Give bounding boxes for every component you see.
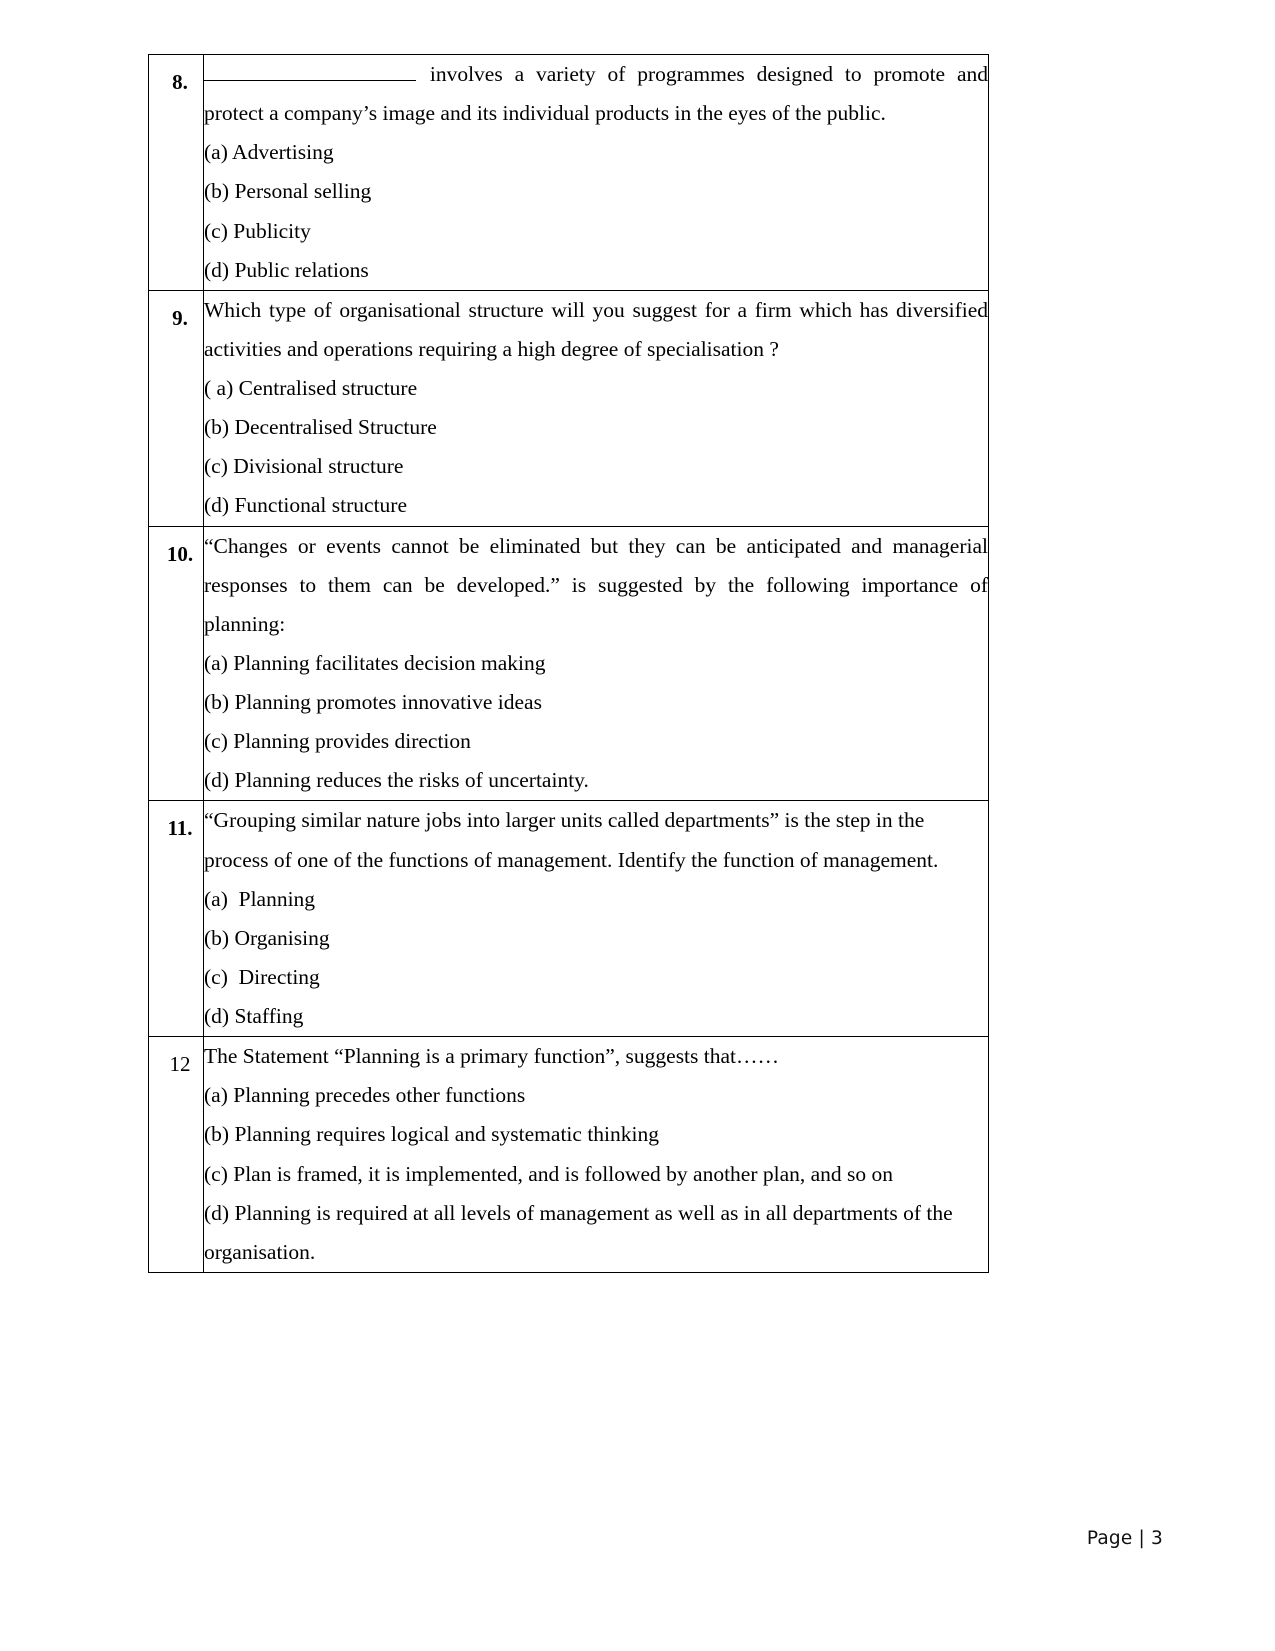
question-body-cell — [204, 801, 989, 1037]
list-item[interactable]: (b) Planning requires logical and systematic thinking — [204, 1122, 659, 1147]
table-row — [149, 290, 989, 526]
list-item[interactable]: (a) Planning precedes other functions — [204, 1083, 526, 1108]
list-item[interactable]: (d) Public relations — [204, 257, 369, 282]
list-item[interactable]: (d) Planning is required at all levels of management as well as in all departments of the organisation. — [204, 1200, 953, 1264]
question-number: 9. — [172, 305, 188, 330]
option-list — [204, 880, 988, 1037]
list-item[interactable]: (d) Planning reduces the risks of uncertainty. — [204, 768, 589, 793]
table-row — [149, 1037, 989, 1273]
table-row — [149, 526, 989, 801]
question-number: 8. — [172, 70, 188, 94]
question-stem: “Grouping similar nature jobs into larger units called departments” is the step in the process of one of the functions of management. Identify the function of management. — [204, 808, 939, 872]
question-number-cell — [149, 55, 204, 291]
question-number-cell — [149, 290, 204, 526]
list-item[interactable]: (a) Planning facilitates decision making — [204, 650, 546, 675]
table-row — [149, 801, 989, 1037]
list-item[interactable]: (c) Plan is framed, it is implemented, and is followed by another plan, and so on — [204, 1161, 894, 1186]
list-item[interactable]: (a) Planning — [204, 886, 316, 911]
option-list — [204, 644, 988, 801]
question-stem: Which type of organisational structure will you suggest for a firm which has diversified activities and operations requiring a high degree of specialisation ? — [204, 297, 988, 361]
option-list — [204, 369, 988, 526]
question-body-cell — [204, 526, 989, 801]
list-item[interactable]: (b) Personal selling — [204, 179, 372, 204]
list-item[interactable]: (b) Organising — [204, 925, 330, 950]
question-body-cell — [204, 1037, 989, 1273]
fill-in-blank-rule — [204, 60, 416, 81]
option-list — [204, 1076, 988, 1272]
question-number: 10. — [166, 541, 194, 566]
question-number-cell — [149, 526, 204, 801]
list-item[interactable]: (c) Planning provides direction — [204, 729, 471, 754]
list-item[interactable]: (c) Directing — [204, 964, 320, 989]
question-stem-text: involves a variety of programmes designed to promote and protect a company’s image and its individual products in the eyes of the public. — [204, 62, 988, 126]
question-stem — [204, 55, 988, 133]
question-stem: “Changes or events cannot be eliminated but they can be anticipated and managerial responses to them can be developed.” is suggested by the following importance of planning: — [204, 533, 988, 636]
question-body-cell — [204, 55, 989, 291]
list-item[interactable]: (a) Advertising — [204, 140, 334, 165]
list-item[interactable]: ( a) Centralised structure — [204, 376, 418, 400]
page-footer: Page | 3 — [1086, 1528, 1163, 1549]
list-item[interactable]: (d) Staffing — [204, 1004, 304, 1028]
list-item[interactable]: (b) Decentralised Structure — [204, 415, 437, 440]
list-item[interactable]: (d) Functional structure — [204, 493, 408, 518]
question-number: 12 — [169, 1052, 191, 1077]
question-body-cell — [204, 290, 989, 526]
question-stem: The Statement “Planning is a primary function”, suggests that…… — [204, 1044, 780, 1069]
option-list — [204, 133, 988, 290]
question-number-cell — [149, 1037, 204, 1273]
question-number: 11. — [167, 816, 193, 841]
list-item[interactable]: (c) Divisional structure — [204, 454, 404, 479]
list-item[interactable]: (c) Publicity — [204, 218, 311, 243]
question-number-cell — [149, 801, 204, 1037]
list-item[interactable]: (b) Planning promotes innovative ideas — [204, 690, 542, 714]
table-row — [149, 55, 989, 291]
questions-table — [148, 54, 989, 1273]
